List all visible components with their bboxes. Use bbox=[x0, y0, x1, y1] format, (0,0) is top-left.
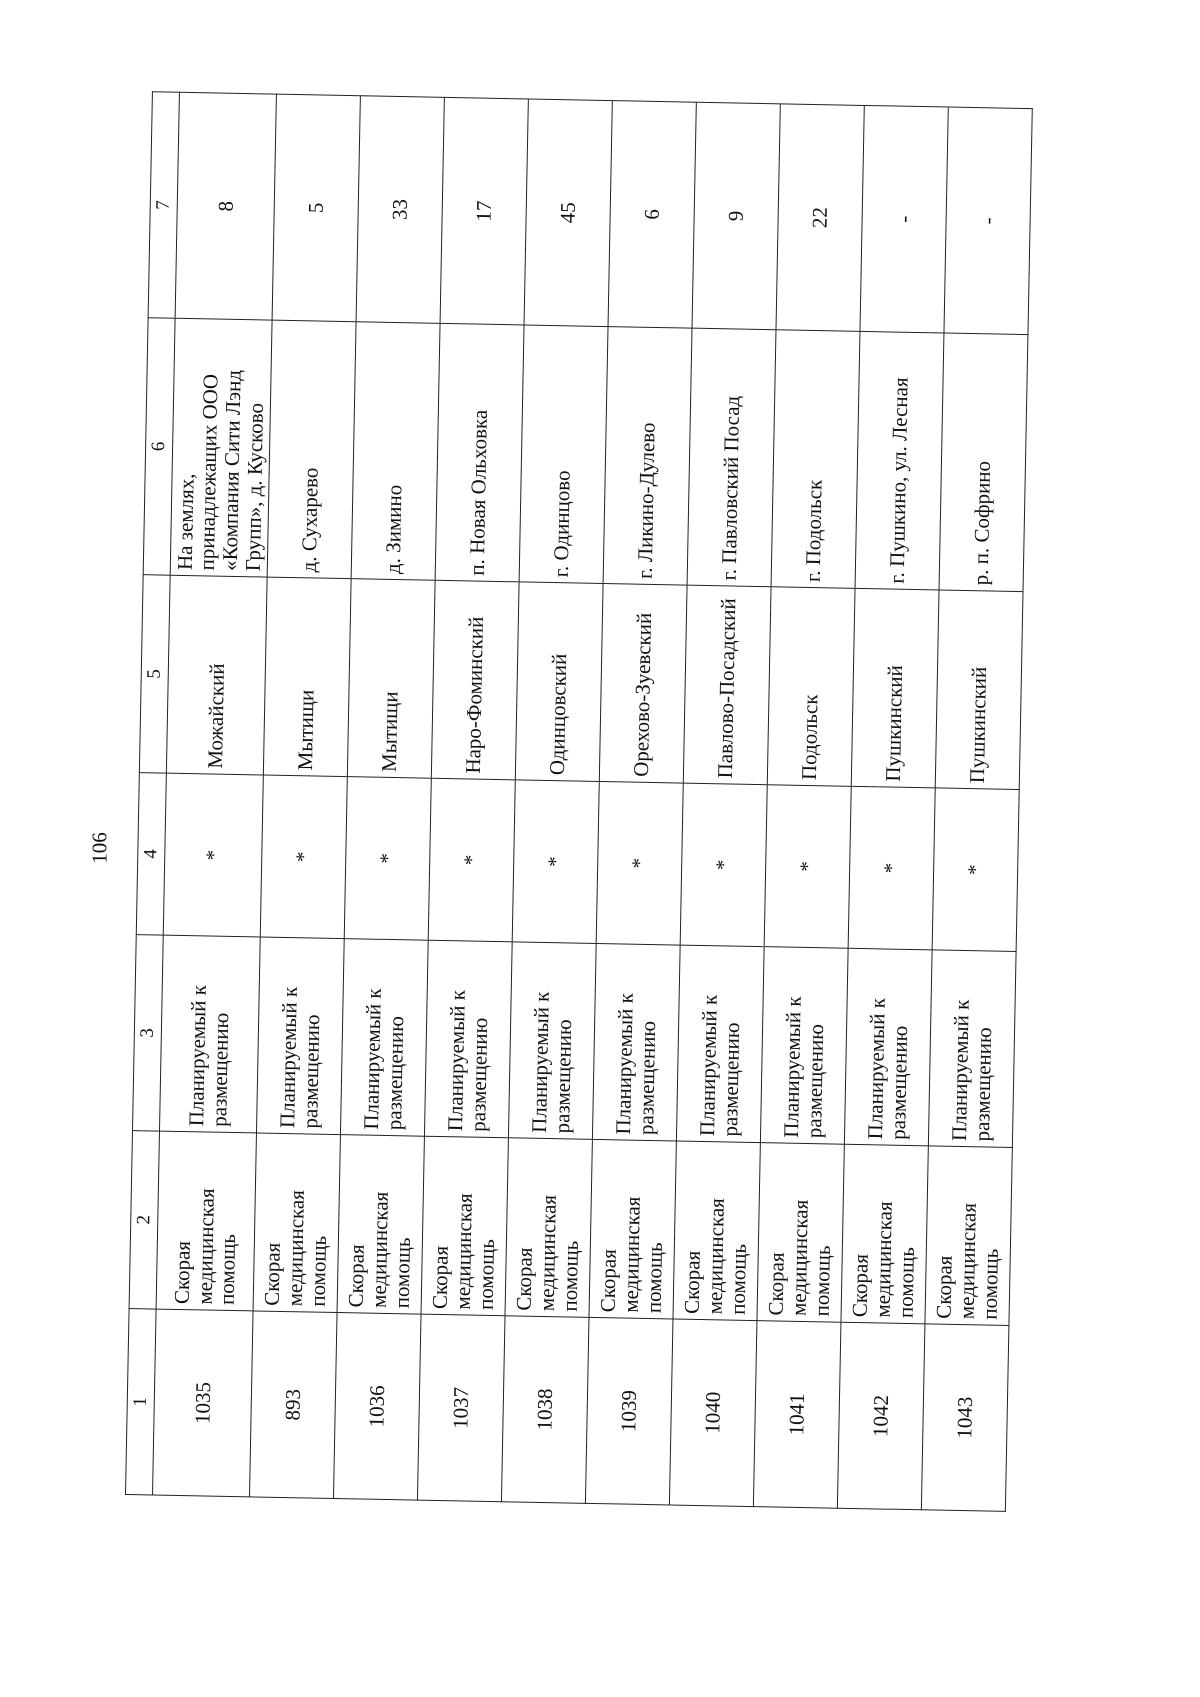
mark-cell: * bbox=[344, 777, 431, 941]
data-table bbox=[125, 91, 1033, 1512]
status-cell: Планируемый к размещению bbox=[760, 947, 848, 1145]
row-number-cell: 1037 bbox=[417, 1314, 505, 1502]
header-cell: 3 bbox=[132, 935, 163, 1131]
service-type-cell: Скорая медицинская помощь bbox=[757, 1143, 844, 1323]
status-cell: Планируемый к размещению bbox=[928, 950, 1016, 1148]
status-cell: Планируемый к размещению bbox=[508, 942, 596, 1140]
location-cell: д. Зимино bbox=[351, 322, 440, 581]
header-cell: 7 bbox=[148, 92, 179, 318]
status-cell: Планируемый к размещению bbox=[592, 943, 680, 1141]
location-cell: г. Одинцово bbox=[519, 325, 608, 584]
mark-cell: * bbox=[764, 785, 851, 949]
header-cell: 4 bbox=[136, 773, 166, 935]
count-cell: 5 bbox=[272, 94, 360, 322]
service-type-cell: Скорая медицинская помощь bbox=[841, 1144, 928, 1324]
service-type-cell: Скорая медицинская помощь bbox=[673, 1141, 760, 1321]
location-cell: На землях, принадлежащих ООО «Компания Сити Лэнд Групп», д. Кусково bbox=[170, 318, 272, 577]
row-number-cell: 1043 bbox=[921, 1324, 1009, 1512]
header-cell: 1 bbox=[126, 1309, 157, 1495]
district-cell: Пушкинский bbox=[935, 590, 1023, 790]
status-cell: Планируемый к размещению bbox=[340, 939, 428, 1137]
district-cell: Павлово-Посадский bbox=[683, 585, 771, 785]
service-type-cell: Скорая медицинская помощь bbox=[337, 1135, 424, 1315]
mark-cell: * bbox=[512, 780, 599, 944]
header-cell: 6 bbox=[143, 318, 175, 575]
status-cell: Планируемый к размещению bbox=[424, 940, 512, 1138]
count-cell: 6 bbox=[608, 101, 696, 329]
service-type-cell: Скорая медицинская помощь bbox=[253, 1133, 340, 1313]
location-cell: д. Сухарево bbox=[267, 320, 356, 579]
row-number-cell: 1036 bbox=[333, 1313, 421, 1501]
count-cell: 22 bbox=[776, 104, 864, 332]
rotated-table-wrapper bbox=[125, 92, 1076, 1512]
district-cell: Можайский bbox=[166, 575, 267, 775]
district-cell: Одинцовский bbox=[515, 582, 603, 782]
count-cell: 9 bbox=[692, 102, 780, 330]
status-cell: Планируемый к размещению bbox=[844, 948, 932, 1146]
location-cell: г. Ликино-Дулево bbox=[603, 327, 692, 586]
district-cell: Мытищи bbox=[263, 577, 351, 777]
district-cell: Пушкинский bbox=[851, 588, 939, 788]
location-cell: п. Новая Ольховка bbox=[435, 323, 524, 582]
row-number-cell: 1041 bbox=[753, 1321, 841, 1509]
service-type-cell: Скорая медицинская помощь bbox=[505, 1138, 592, 1318]
location-cell: г. Подольск bbox=[771, 330, 860, 589]
service-type-cell: Скорая медицинская помощь bbox=[589, 1139, 676, 1319]
district-cell: Мытищи bbox=[347, 579, 435, 779]
status-cell: Планируемый к размещению bbox=[159, 935, 260, 1133]
location-cell: р. п. Софрино bbox=[939, 333, 1028, 592]
mark-cell: * bbox=[428, 778, 515, 942]
mark-cell: * bbox=[596, 781, 683, 945]
count-cell: 45 bbox=[524, 99, 612, 327]
row-number-cell: 1040 bbox=[669, 1319, 757, 1507]
mark-cell: * bbox=[932, 788, 1019, 952]
count-cell: - bbox=[860, 105, 948, 333]
mark-cell: * bbox=[848, 786, 935, 950]
location-cell: г. Пушкино, ул. Лесная bbox=[855, 331, 944, 590]
mark-cell: * bbox=[163, 773, 263, 937]
row-number-cell: 1035 bbox=[153, 1309, 254, 1497]
district-cell: Орехово-Зуевский bbox=[599, 584, 687, 784]
header-cell: 5 bbox=[139, 575, 170, 773]
service-type-cell: Скорая медицинская помощь bbox=[925, 1146, 1012, 1326]
count-cell: - bbox=[944, 107, 1032, 335]
count-cell: 33 bbox=[356, 96, 444, 324]
location-cell: г. Павловский Посад bbox=[687, 328, 776, 587]
district-cell: Наро-Фоминский bbox=[431, 580, 519, 780]
row-number-cell: 1039 bbox=[585, 1317, 673, 1505]
service-type-cell: Скорая медицинская помощь bbox=[421, 1136, 508, 1316]
status-cell: Планируемый к размещению bbox=[256, 937, 344, 1135]
header-cell: 2 bbox=[129, 1131, 159, 1309]
mark-cell: * bbox=[680, 783, 767, 947]
status-cell: Планируемый к размещению bbox=[676, 945, 764, 1143]
count-cell: 8 bbox=[175, 92, 276, 320]
row-number-cell: 1038 bbox=[501, 1316, 589, 1504]
mark-cell: * bbox=[260, 775, 347, 939]
count-cell: 17 bbox=[440, 97, 528, 325]
page-number-text: 106 bbox=[87, 832, 112, 864]
row-number-cell: 1042 bbox=[837, 1322, 925, 1510]
service-type-cell: Скорая медицинская помощь bbox=[156, 1131, 256, 1311]
row-number-cell: 893 bbox=[249, 1311, 337, 1499]
district-cell: Подольск bbox=[767, 587, 855, 787]
